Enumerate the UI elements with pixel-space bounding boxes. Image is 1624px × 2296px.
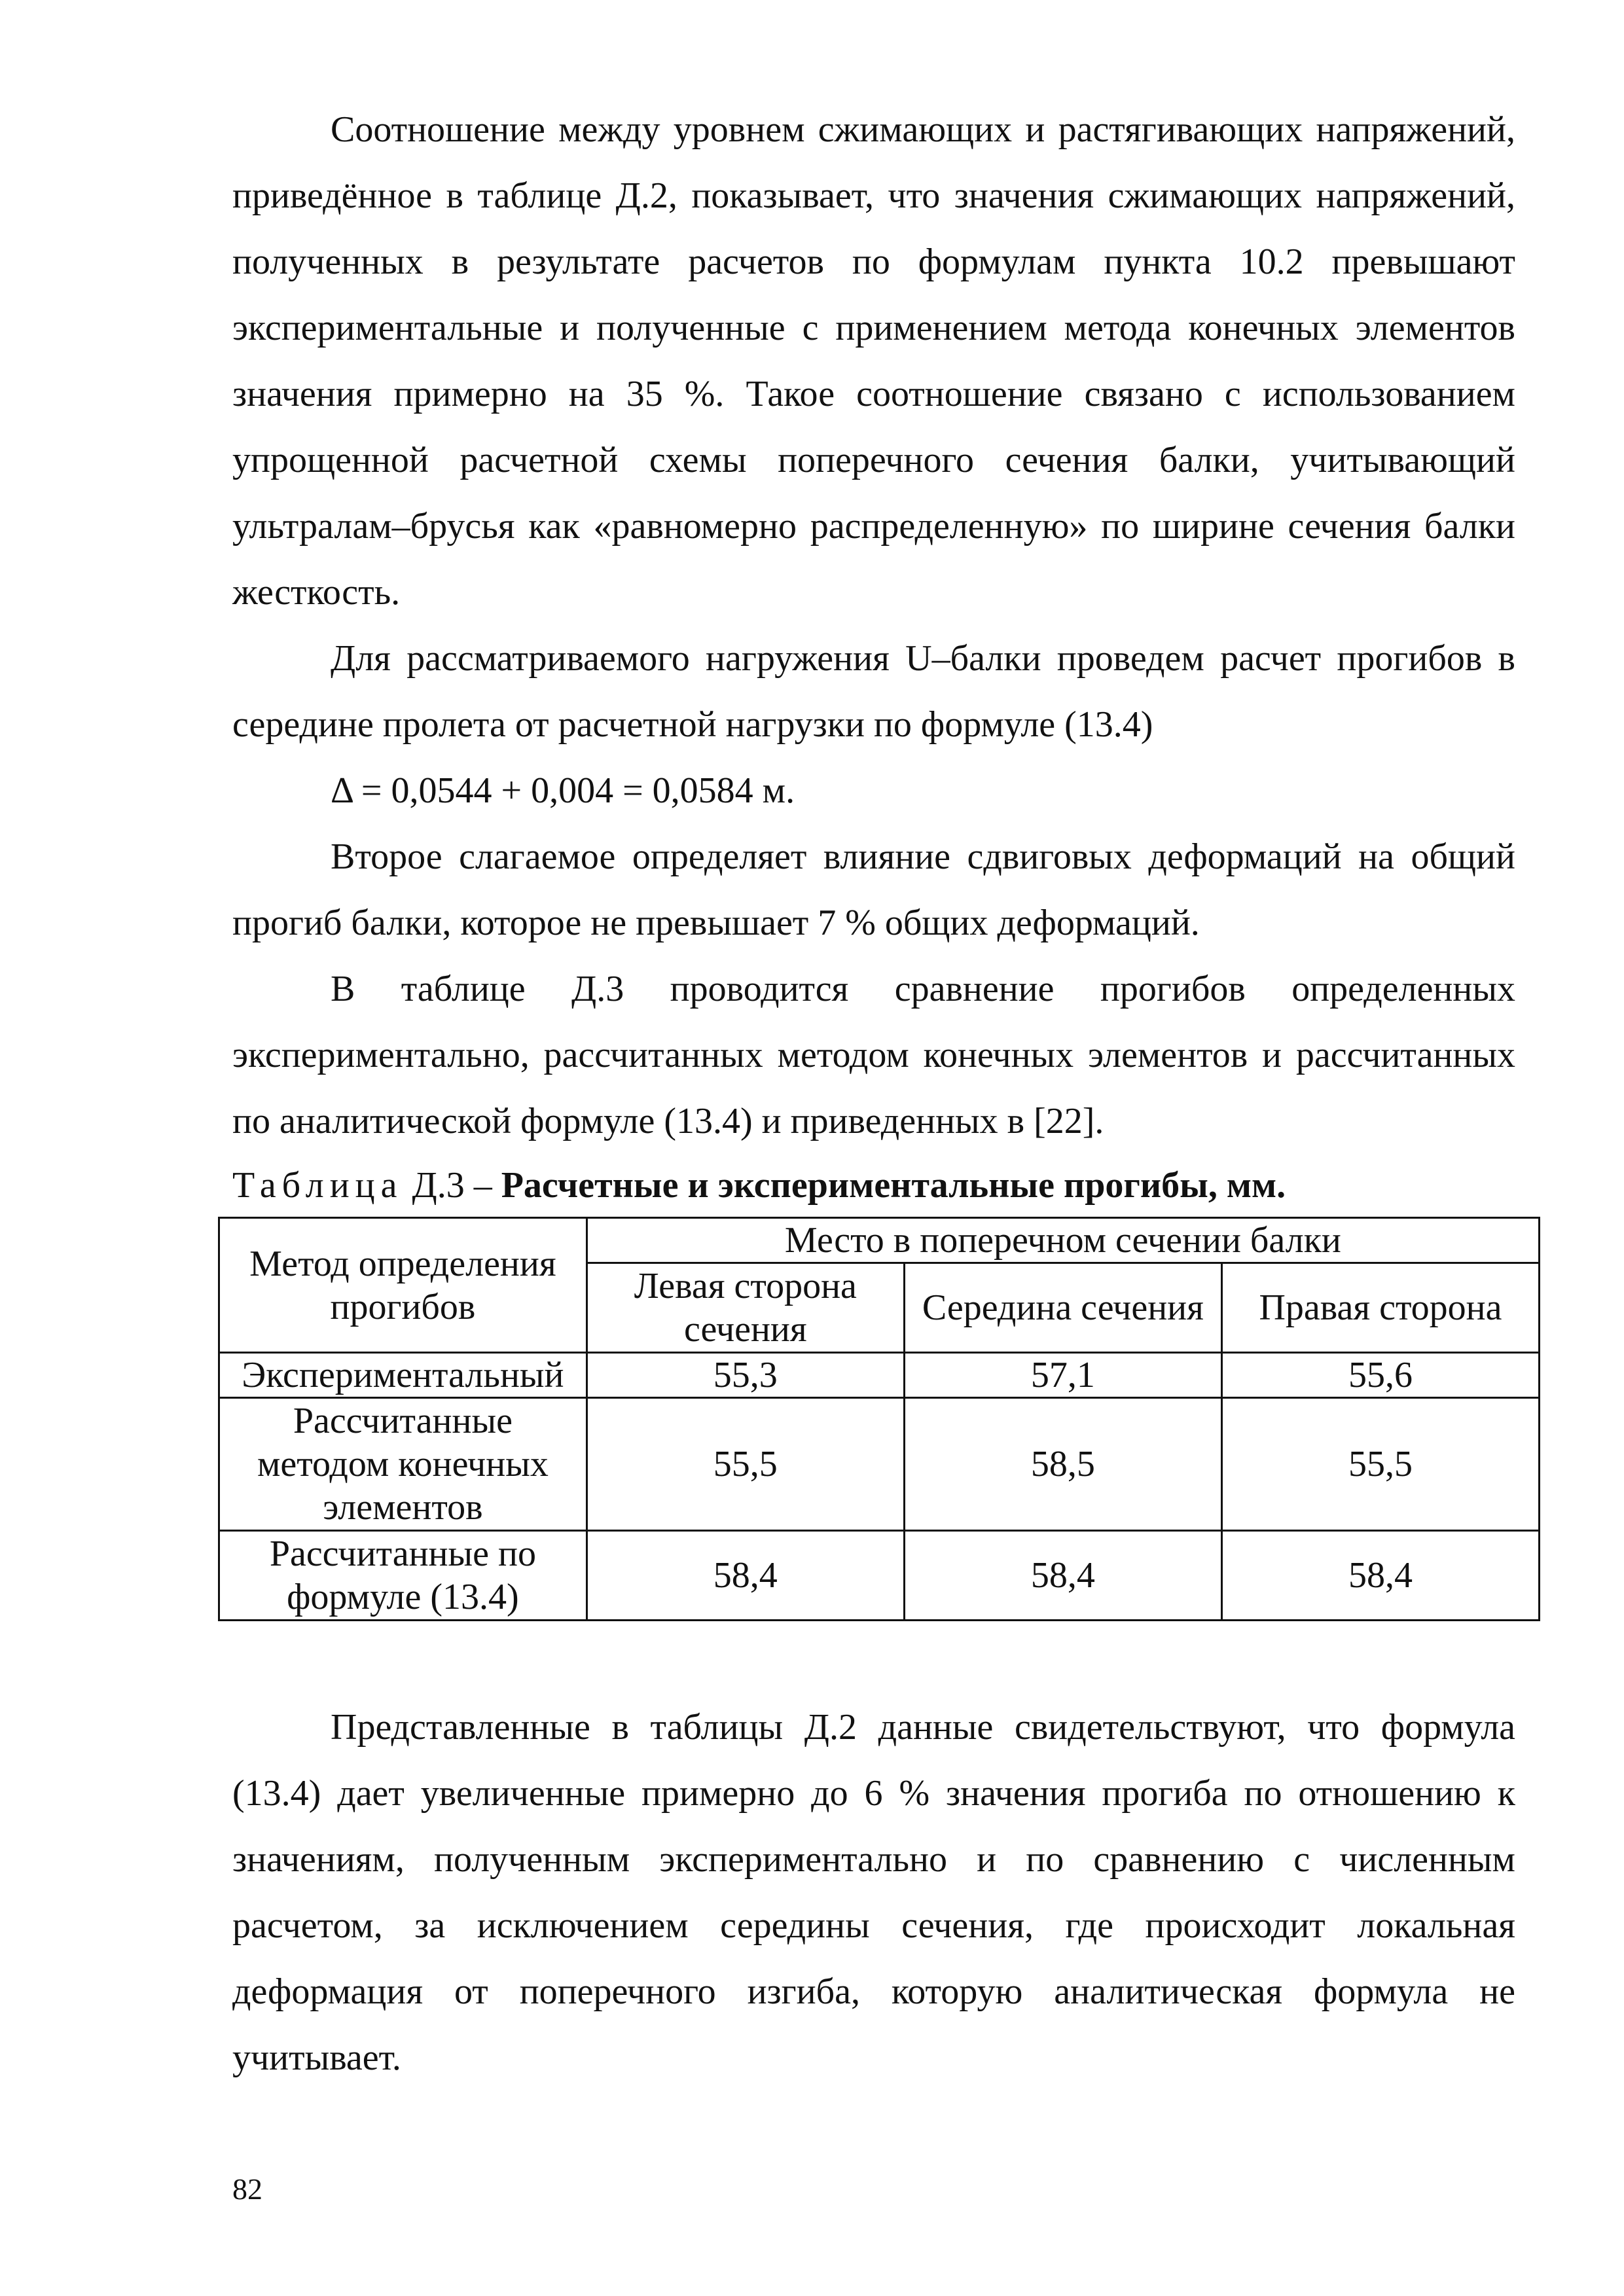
page-number: 82 xyxy=(232,2172,262,2206)
header-right-side: Правая сторона xyxy=(1221,1263,1539,1353)
row-right-value: 55,6 xyxy=(1221,1353,1539,1398)
row-method: Рассчитанные по формуле (13.4) xyxy=(219,1531,587,1621)
table-caption-number: Д.3 – xyxy=(403,1165,501,1206)
header-left-side: Левая сторона сечения xyxy=(586,1263,904,1353)
row-left-value: 55,3 xyxy=(586,1353,904,1398)
table-caption xyxy=(232,1155,1515,1217)
table-row xyxy=(219,1353,1540,1398)
row-middle-value: 58,5 xyxy=(904,1398,1221,1531)
page-body xyxy=(232,97,1515,2091)
header-location: Место в поперечном сечении балки xyxy=(586,1218,1539,1263)
paragraph-deflection-calc: Для рассматриваемого нагружения U–балки проведем расчет прогибов в середине пролета от расчетной нагрузки по формуле (13.4) xyxy=(232,638,1515,745)
table-row xyxy=(219,1398,1540,1531)
deflection-table xyxy=(218,1217,1540,1621)
paragraph-conclusion: Представленные в таблицы Д.2 данные свидетельствуют, что формула (13.4) дает увеличенные примерно до 6 % значения прогиба по отношению к значениям, полученным экспериментально и по сравнению с численным расчетом, за исключением середины сечения, где происходит локальная деформация от поперечного изгиба, которую аналитическая формула не учитывает. xyxy=(232,1707,1515,2078)
paragraph-table-intro: В таблице Д.3 проводится сравнение прогибов определенных экспериментально, рассчитанных методом конечных элементов и рассчитанных по аналитической формуле (13.4) и приведенных в [22]. xyxy=(232,969,1515,1141)
header-method: Метод определения прогибов xyxy=(219,1218,587,1353)
paragraph-stress-ratio: Соотношение между уровнем сжимающих и растягивающих напряжений, приведённое в таблице Д.2, показывает, что значения сжимающих напряжений, полученных в результате расчетов по формулам пункта 10.2 превышают экспериментальные и полученные с применением метода конечных элементов значения примерно на 35 %. Такое соотношение связано с использованием упрощенной расчетной схемы поперечного сечения балки, учитывающий ультралам–брусья как «равномерно распределенную» по ширине сечения балки жесткость. xyxy=(232,109,1515,613)
row-left-value: 58,4 xyxy=(586,1531,904,1621)
table-caption-prefix: Таблица xyxy=(232,1165,403,1206)
paragraph-shear-term: Второе слагаемое определяет влияние сдвиговых деформаций на общий прогиб балки, которое не превышает 7 % общих деформаций. xyxy=(232,836,1515,943)
table-header-row-1 xyxy=(219,1218,1540,1263)
row-method: Экспериментальный xyxy=(219,1353,587,1398)
row-left-value: 55,5 xyxy=(586,1398,904,1531)
table-row xyxy=(219,1531,1540,1621)
row-middle-value: 58,4 xyxy=(904,1531,1221,1621)
deflection-formula: Δ = 0,0544 + 0,004 = 0,0584 м. xyxy=(331,770,795,811)
row-right-value: 58,4 xyxy=(1221,1531,1539,1621)
row-middle-value: 57,1 xyxy=(904,1353,1221,1398)
row-method: Рассчитанные методом конечных элементов xyxy=(219,1398,587,1531)
row-right-value: 55,5 xyxy=(1221,1398,1539,1531)
table-caption-title: Расчетные и экспериментальные прогибы, мм. xyxy=(501,1165,1286,1206)
header-middle: Середина сечения xyxy=(904,1263,1221,1353)
spacer xyxy=(232,1621,1515,1695)
